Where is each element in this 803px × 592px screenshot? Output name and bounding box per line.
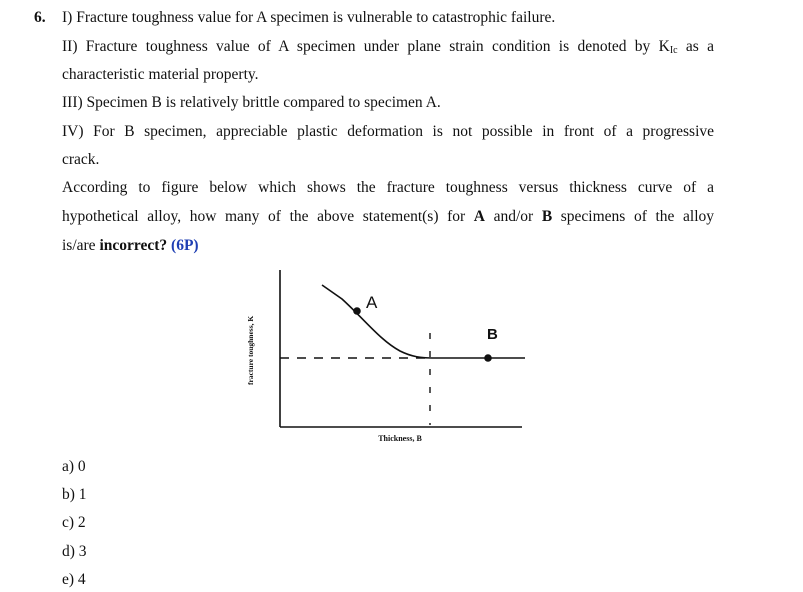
toughness-thickness-figure [240,265,540,445]
prompt-line-2 [62,207,714,227]
option-b[interactable]: b) 1 [62,486,87,503]
option-d[interactable]: d) 3 [62,543,87,560]
statement-4-cont: crack. [62,151,100,168]
prompt-line-2-pre: hypothetical alloy, how many of the above statement(s) for [62,208,466,225]
y-axis-label: fracture toughness, K [246,315,255,385]
prompt-line-1: According to figure below which shows the fracture toughness versus thickness curve of a [62,179,714,196]
option-a[interactable]: a) 0 [62,458,86,475]
toughness-curve [322,285,525,358]
points-badge: (6P) [171,237,199,254]
statement-2-text: II) Fracture toughness value of A specimen under plane strain condition is denoted by K [62,38,670,55]
prompt-specimen-b: B [541,208,553,225]
prompt-line-2-post: specimens of the alloy [560,208,714,225]
statement-1: I) Fracture toughness value for A specimen is vulnerable to catastrophic failure. [62,9,556,26]
prompt-incorrect: incorrect? [99,237,168,254]
prompt-line-3 [62,236,199,256]
kic-subscript: Ic [669,45,678,56]
prompt-line-3-pre: is/are [62,237,96,254]
option-c[interactable]: c) 2 [62,514,86,531]
point-b-marker [484,354,492,362]
statement-4: IV) For B specimen, appreciable plastic deformation is not possible in front of a progressive [62,123,714,140]
prompt-specimen-a: A [473,208,485,225]
x-axis-label: Thickness, B [378,434,422,443]
label-b: B [487,326,498,343]
option-e[interactable]: e) 4 [62,571,86,588]
prompt-andor: and/or [493,208,534,225]
statement-3: III) Specimen B is relatively brittle compared to specimen A. [62,94,441,111]
statement-2 [62,37,714,61]
statement-2-cont: characteristic material property. [62,66,259,83]
statement-2-tail: as a [685,38,715,55]
label-a: A [366,293,378,312]
point-a-marker [353,307,361,315]
question-number: 6. [34,9,46,26]
